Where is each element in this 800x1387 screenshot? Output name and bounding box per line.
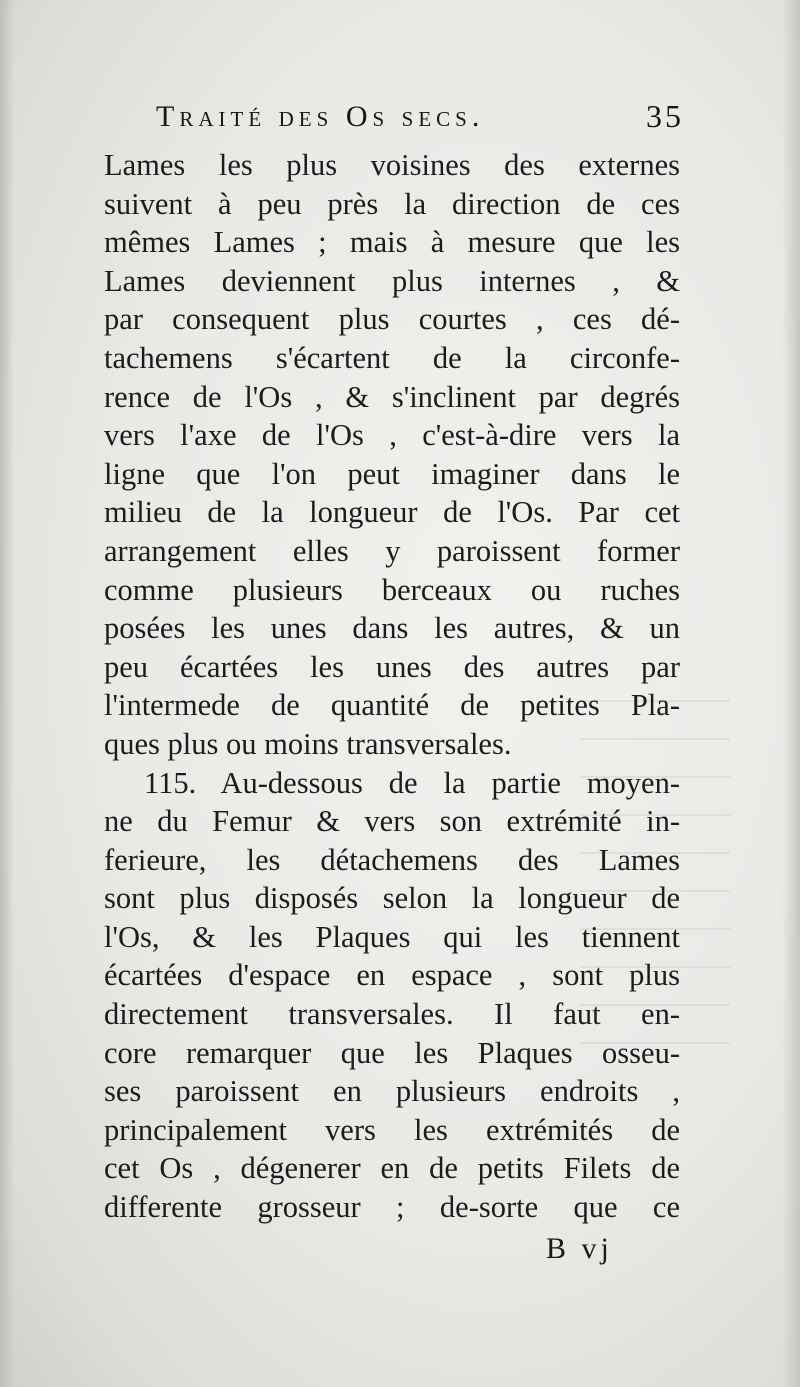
text-line: rence de l'Os , & s'inclinent par degrés xyxy=(104,379,680,414)
text-line: tachemens s'écartent de la circonfe- xyxy=(104,340,680,375)
text-line: ses paroissent en plusieurs endroits , xyxy=(104,1074,680,1109)
page-gutter-shadow xyxy=(0,0,14,1387)
text-line: l'intermede de quantité de petites Pla- xyxy=(104,688,680,723)
text-line: ne du Femur & vers son extrémité in- xyxy=(104,804,680,839)
text-line: core remarquer que les Plaques osseu- xyxy=(104,1035,680,1070)
text-line: suivent à peu près la direction de ces xyxy=(104,186,680,221)
page-edge-shadow xyxy=(782,0,800,1387)
text-line: peu écartées les unes des autres par xyxy=(104,649,680,684)
text-line: principalement vers les extrémités de xyxy=(104,1112,680,1147)
text-line: mêmes Lames ; mais à mesure que les xyxy=(104,225,680,260)
paragraph-start-line: 115. Au-dessous de la partie moyen- xyxy=(144,765,680,800)
body-text xyxy=(104,146,680,1227)
text-line: Lames deviennent plus internes , & xyxy=(104,263,680,298)
text-line: directement transversales. Il faut en- xyxy=(104,997,680,1032)
text-line: ligne que l'on peut imaginer dans le xyxy=(104,456,680,491)
text-line: vers l'axe de l'Os , c'est-à-dire vers la xyxy=(104,418,680,453)
text-line: cet Os , dégenerer en de petits Filets de xyxy=(104,1151,680,1186)
text-line: l'Os, & les Plaques qui les tiennent xyxy=(104,919,680,954)
text-line: posées les unes dans les autres, & un xyxy=(104,611,680,646)
text-line: ques plus ou moins transversales. xyxy=(104,726,512,761)
page-header xyxy=(156,98,696,148)
text-line: Lames les plus voisines des externes xyxy=(104,148,680,182)
text-line: par consequent plus courtes , ces dé- xyxy=(104,302,680,337)
text-line: ferieure, les détachemens des Lames xyxy=(104,842,680,877)
text-line: arrangement elles y paroissent former xyxy=(104,533,680,568)
signature-mark: B vj xyxy=(546,1232,613,1265)
page-number: 35 xyxy=(646,98,684,134)
text-line: écartées d'espace en espace , sont plus xyxy=(104,958,680,993)
running-head: Traité des Os secs. xyxy=(156,100,485,133)
text-line: comme plusieurs berceaux ou ruches xyxy=(104,572,680,607)
text-line: milieu de la longueur de l'Os. Par cet xyxy=(104,495,680,530)
text-line: differente grosseur ; de-sorte que ce xyxy=(104,1190,680,1225)
text-line: sont plus disposés selon la longueur de xyxy=(104,881,680,916)
